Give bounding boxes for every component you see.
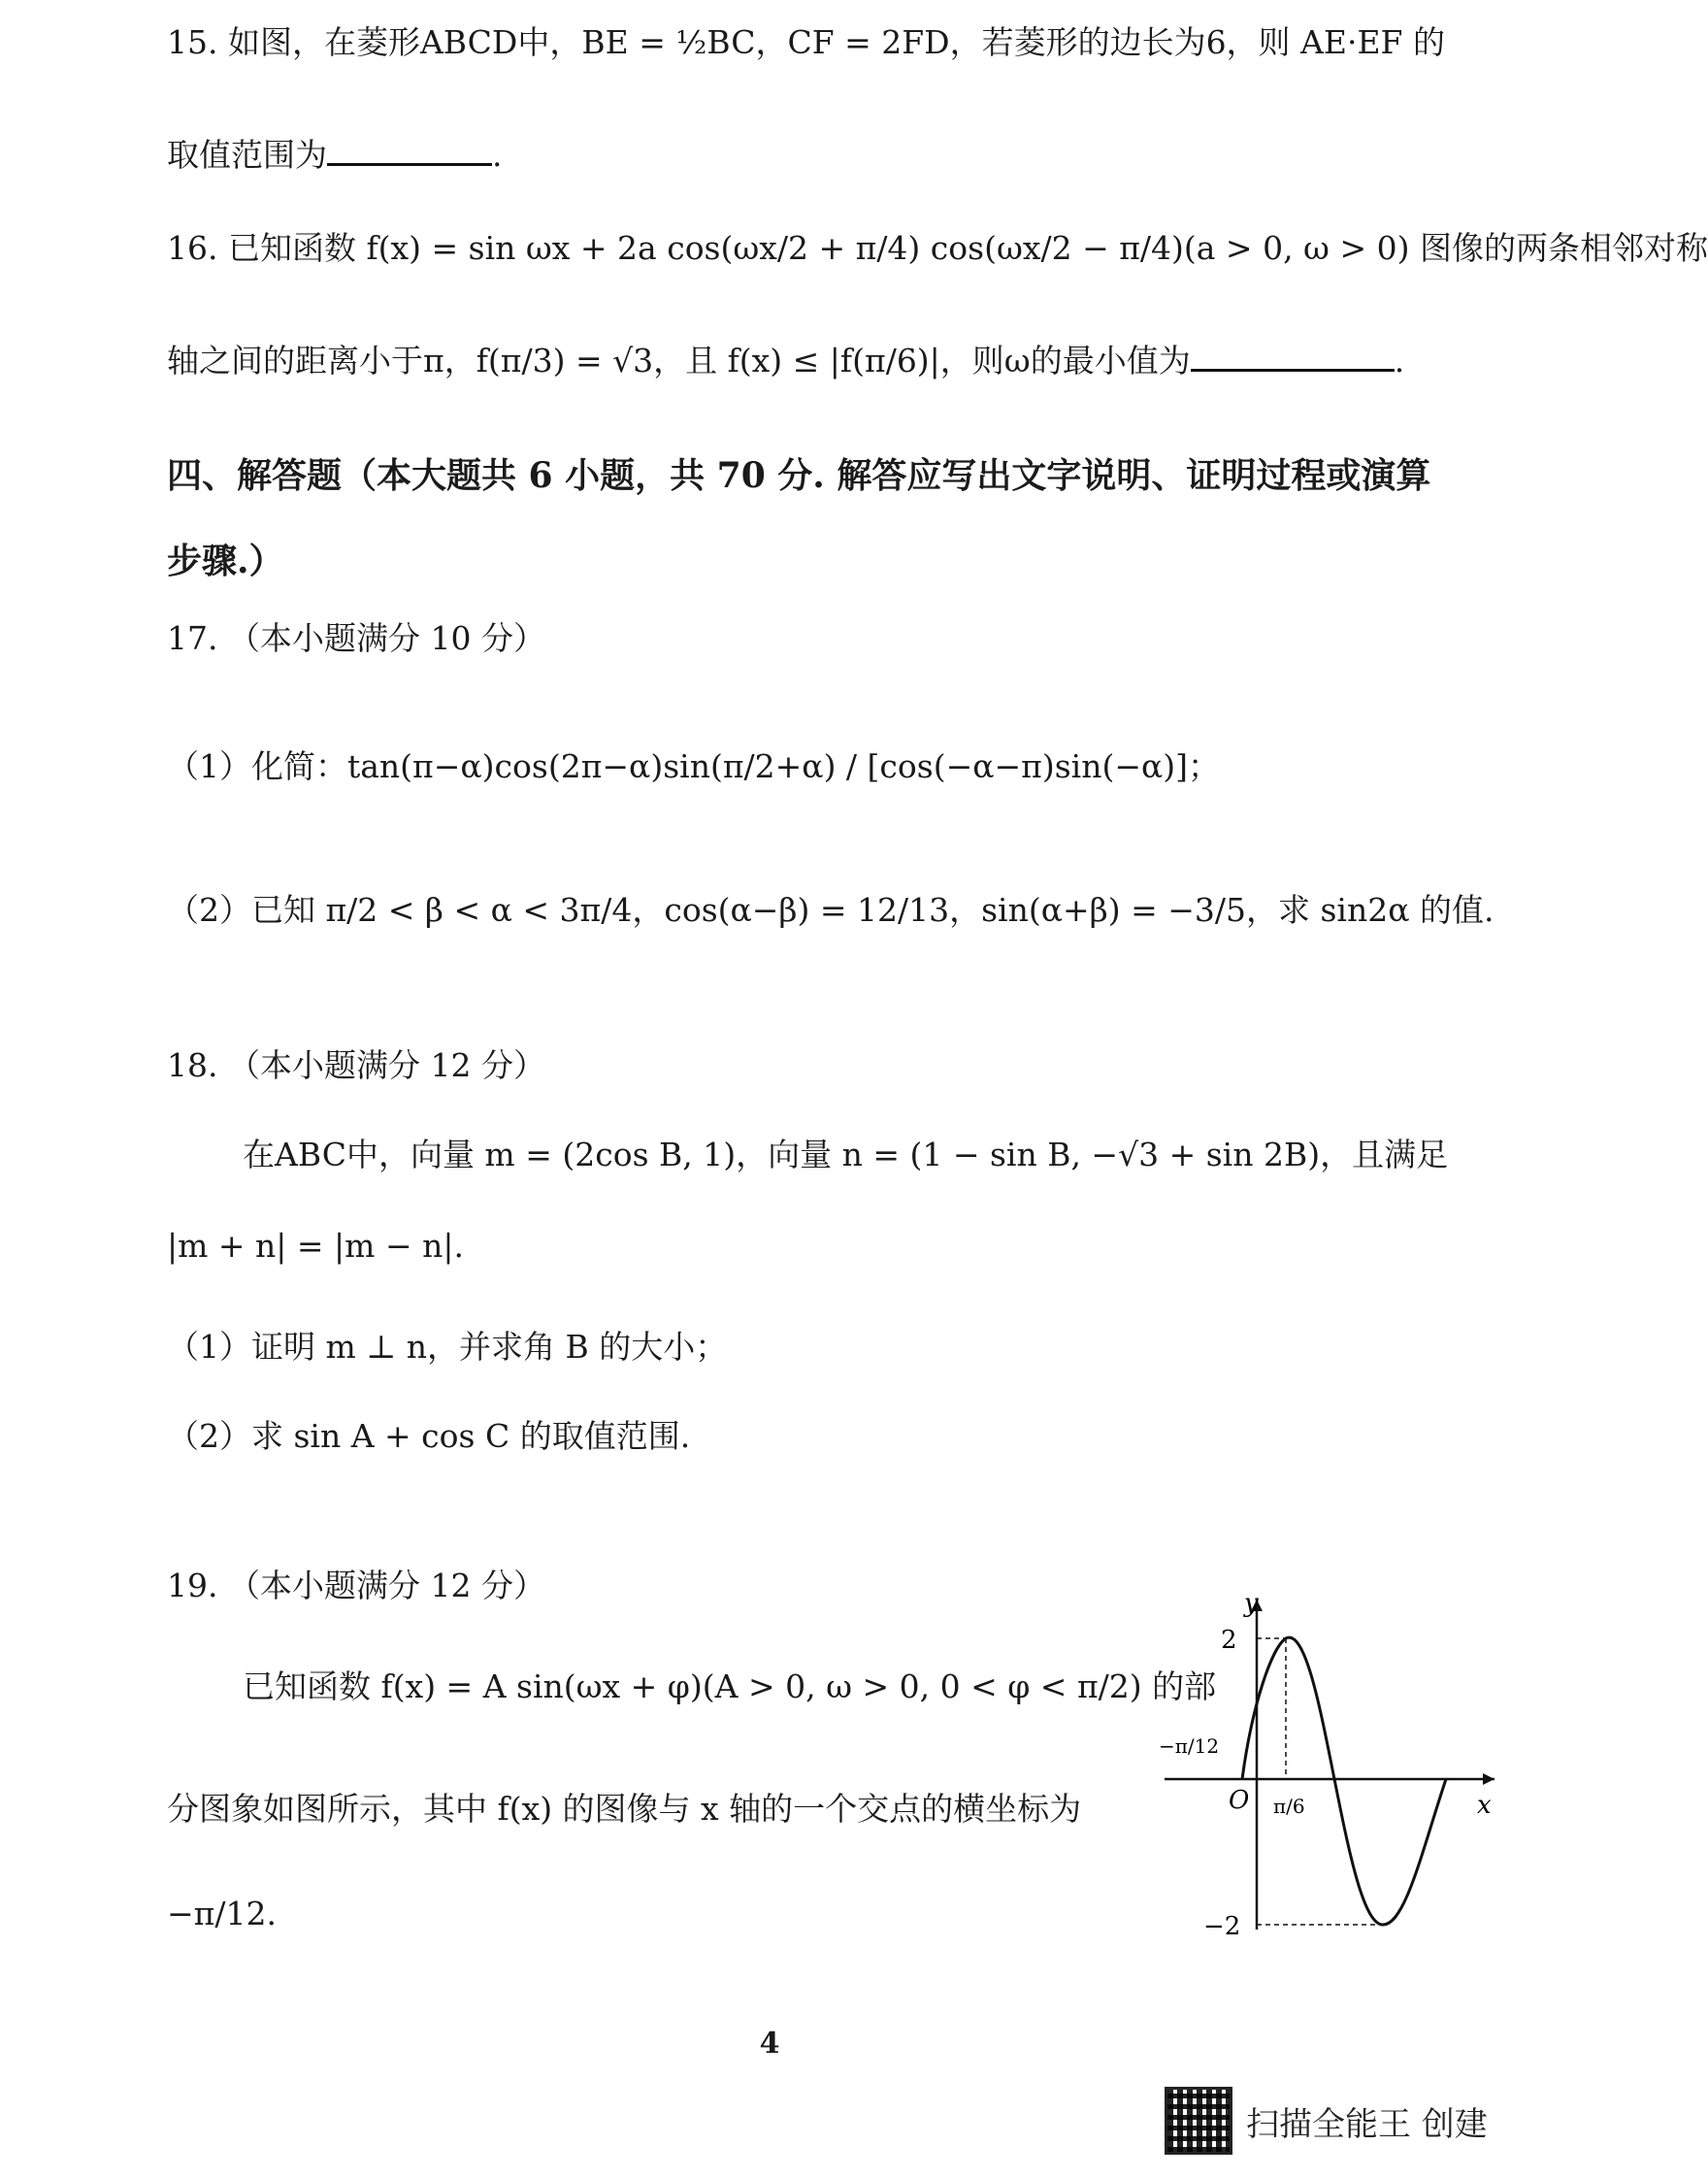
question-15-line-1: 15. 如图，在菱形ABCD中，BE = ½BC，CF = 2FD，若菱形的边长为6，则 AE·EF 的 [167, 23, 1445, 61]
section-four-heading-cont: 步骤.） [167, 541, 284, 581]
question-18-part-1: （1）证明 m ⊥ n，并求角 B 的大小； [167, 1328, 728, 1366]
neg-pi12-label: −π/12 [1159, 1734, 1220, 1758]
x-axis-arrow [1483, 1773, 1494, 1785]
origin-label: O [1229, 1786, 1250, 1815]
question-17-part-2: （2）已知 π/2 < β < α < 3π/4，cos(α−β) = 12/13，sin(α+β) = −3/5，求 sin2α 的值. [167, 891, 1494, 929]
question-18-part-2: （2）求 sin A + cos C 的取值范围. [167, 1417, 691, 1455]
question-16-line-2: 轴之间的距离小于π，f(π/3) = √3，且 f(x) ≤ |f(π/6)|，则ω的最小值为 . [167, 342, 1405, 380]
section-four-heading: 四、解答题（本大题共 6 小题，共 70 分. 解答应写出文字说明、证明过程或演算 [167, 455, 1431, 496]
question-19-title: 19. （本小题满分 12 分） [167, 1567, 545, 1604]
page-number: 4 [759, 2027, 780, 2061]
sine-graph-figure [1155, 1590, 1504, 1939]
watermark-text: 扫描全能王 创建 [1246, 2104, 1488, 2144]
question-17-title: 17. （本小题满分 10 分） [167, 619, 545, 657]
y-axis-label: y [1244, 1589, 1259, 1618]
question-18-title: 18. （本小题满分 12 分） [167, 1046, 545, 1084]
question-19-line-1: 已知函数 f(x) = A sin(ωx + φ)(A > 0, ω > 0, 0 < φ < π/2) 的部 [243, 1667, 1217, 1705]
question-16-line-1: 16. 已知函数 f(x) = sin ωx + 2a cos(ωx/2 + π/4) cos(ωx/2 − π/4)(a > 0, ω > 0) 图像的两条相邻对称 [167, 229, 1708, 267]
scanner-watermark [1165, 2087, 1504, 2155]
question-15-text: 取值范围为 [167, 136, 327, 174]
question-19-line-3: −π/12. [167, 1895, 277, 1932]
question-16-text: 轴之间的距离小于π，f(π/3) = √3，且 f(x) ≤ |f(π/6)|，则ω的最小值为 [167, 342, 1191, 380]
pi6-label: π/6 [1273, 1795, 1305, 1818]
question-17-part-1: （1）化简：tan(π−α)cos(2π−α)sin(π/2+α) / [cos(−α−π)sin(−α)]； [167, 747, 1221, 785]
qr-code-icon [1165, 2087, 1232, 2155]
answer-blank-16 [1191, 344, 1395, 372]
answer-blank-15 [327, 138, 492, 166]
min-value-label: −2 [1203, 1912, 1241, 1941]
question-18-line-1: 在ABC中，向量 m = (2cos B, 1)，向量 n = (1 − sin B, −√3 + sin 2B)，且满足 [243, 1136, 1449, 1173]
question-19-line-2: 分图象如图所示，其中 f(x) 的图像与 x 轴的一个交点的横坐标为 [167, 1790, 1082, 1828]
question-15-line-2: 取值范围为 . [167, 136, 503, 174]
question-18-line-2: |m + n| = |m − n|. [167, 1227, 464, 1265]
x-axis-label: x [1477, 1791, 1492, 1820]
sine-curve [1242, 1637, 1446, 1925]
sine-graph [1155, 1590, 1504, 1939]
max-value-label: 2 [1221, 1626, 1237, 1655]
